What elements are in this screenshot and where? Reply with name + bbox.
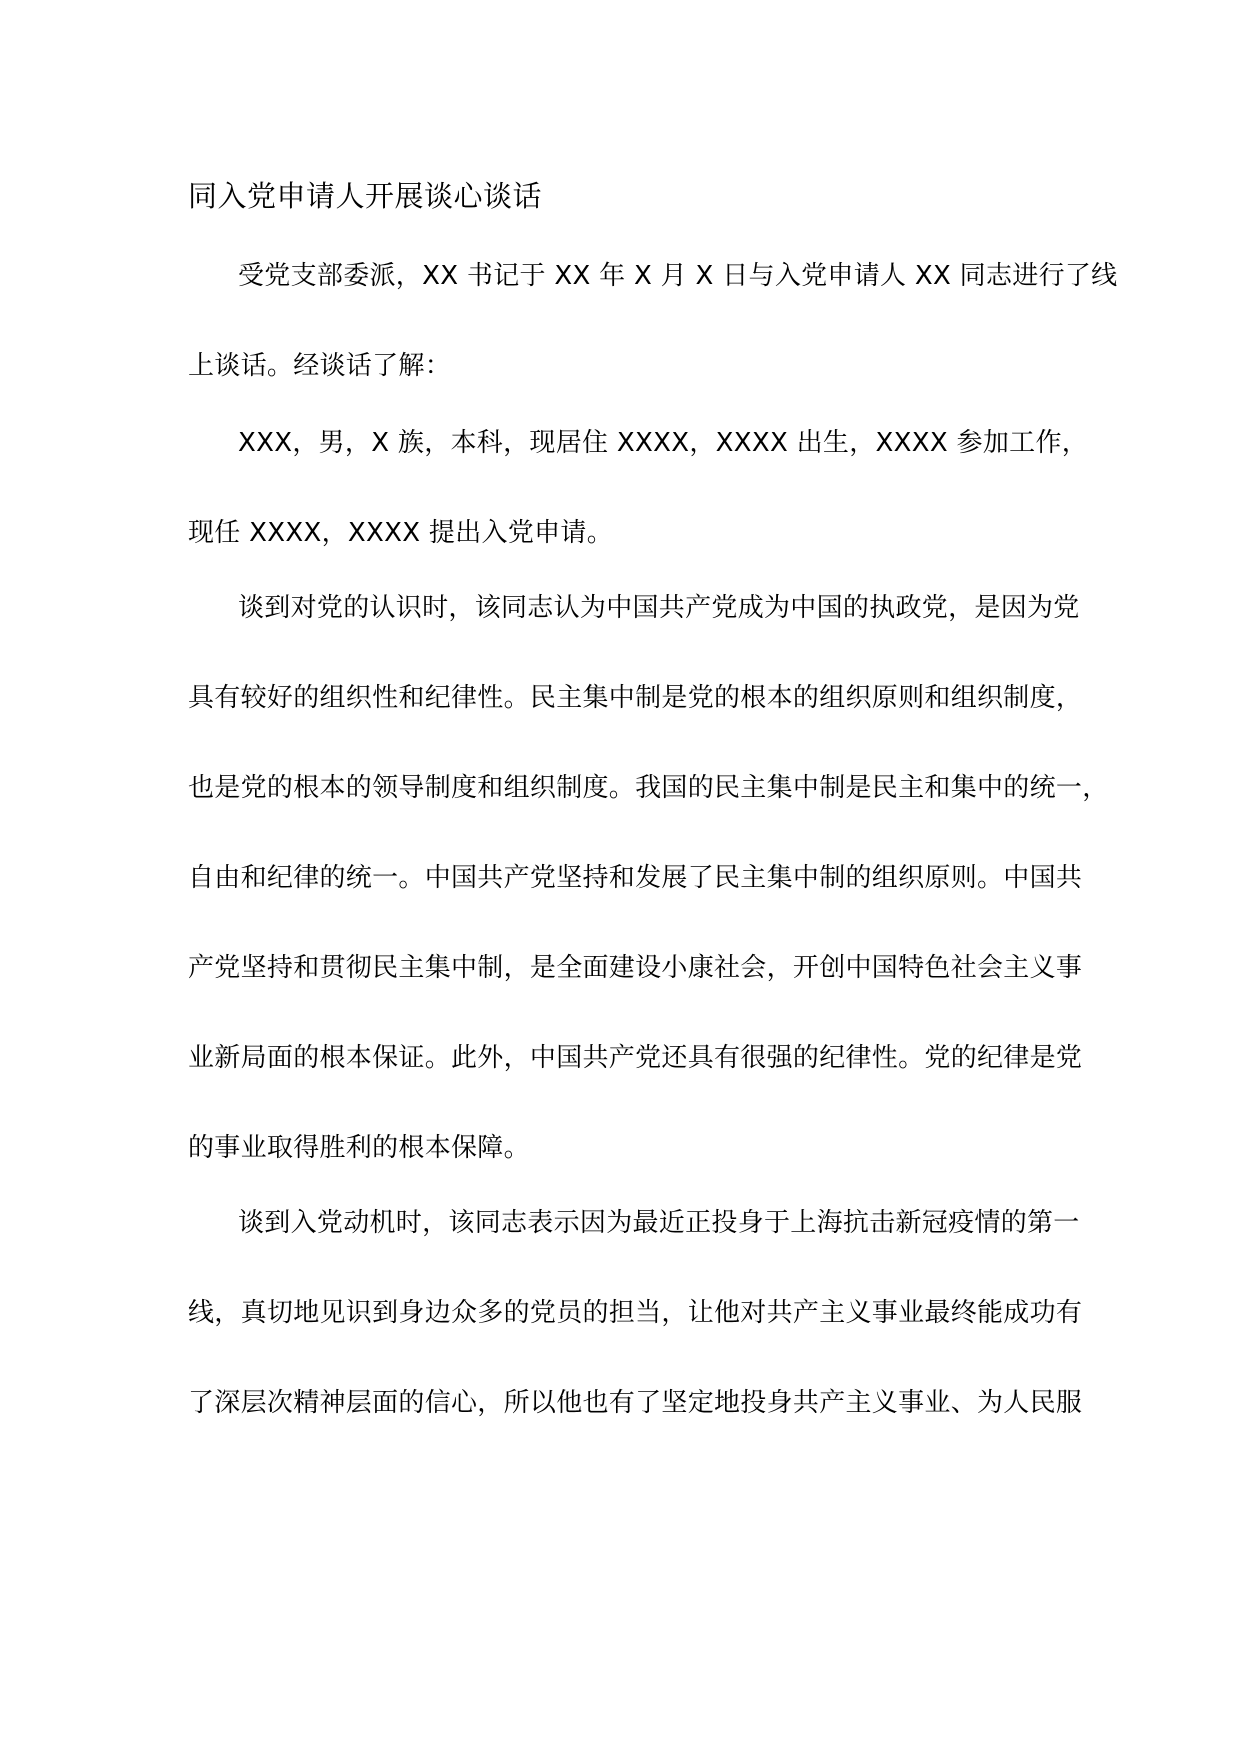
- paragraph-3-line-7: 的事业取得胜利的根本保障。: [188, 1133, 530, 1163]
- paragraph-3-line-4: 自由和纪律的统一。中国共产党坚持和发展了民主集中制的组织原则。中国共: [188, 863, 1083, 893]
- paragraph-1-line-1: 受党支部委派，XX 书记于 XX 年 X 月 X 日与入党申请人 XX 同志进行了线: [238, 261, 1118, 291]
- paragraph-4-line-2: 线，真切地见识到身边众多的党员的担当，让他对共产主义事业最终能成功有: [188, 1298, 1083, 1328]
- paragraph-2-line-2: 现任 XXXX，XXXX 提出入党申请。: [188, 518, 614, 548]
- paragraph-2-line-1: XXX，男，X 族，本科，现居住 XXXX，XXXX 出生，XXXX 参加工作，: [238, 428, 1089, 458]
- paragraph-3-line-3: 也是党的根本的领导制度和组织制度。我国的民主集中制是民主和集中的统一，: [188, 773, 1109, 803]
- paragraph-3-line-5: 产党坚持和贯彻民主集中制，是全面建设小康社会，开创中国特色社会主义事: [188, 953, 1083, 983]
- paragraph-3-line-6: 业新局面的根本保证。此外，中国共产党还具有很强的纪律性。党的纪律是党: [188, 1043, 1083, 1073]
- paragraph-3-line-2: 具有较好的组织性和纪律性。民主集中制是党的根本的组织原则和组织制度，: [188, 683, 1083, 713]
- paragraph-3-line-1: 谈到对党的认识时，该同志认为中国共产党成为中国的执政党，是因为党: [238, 593, 1080, 623]
- paragraph-4-line-1: 谈到入党动机时，该同志表示因为最近正投身于上海抗击新冠疫情的第一: [238, 1208, 1080, 1238]
- paragraph-4-line-3: 了深层次精神层面的信心，所以他也有了坚定地投身共产主义事业、为人民服: [188, 1388, 1083, 1418]
- paragraph-1-line-2: 上谈话。经谈话了解：: [188, 351, 452, 381]
- document-title: 同入党申请人开展谈心谈话: [188, 179, 543, 213]
